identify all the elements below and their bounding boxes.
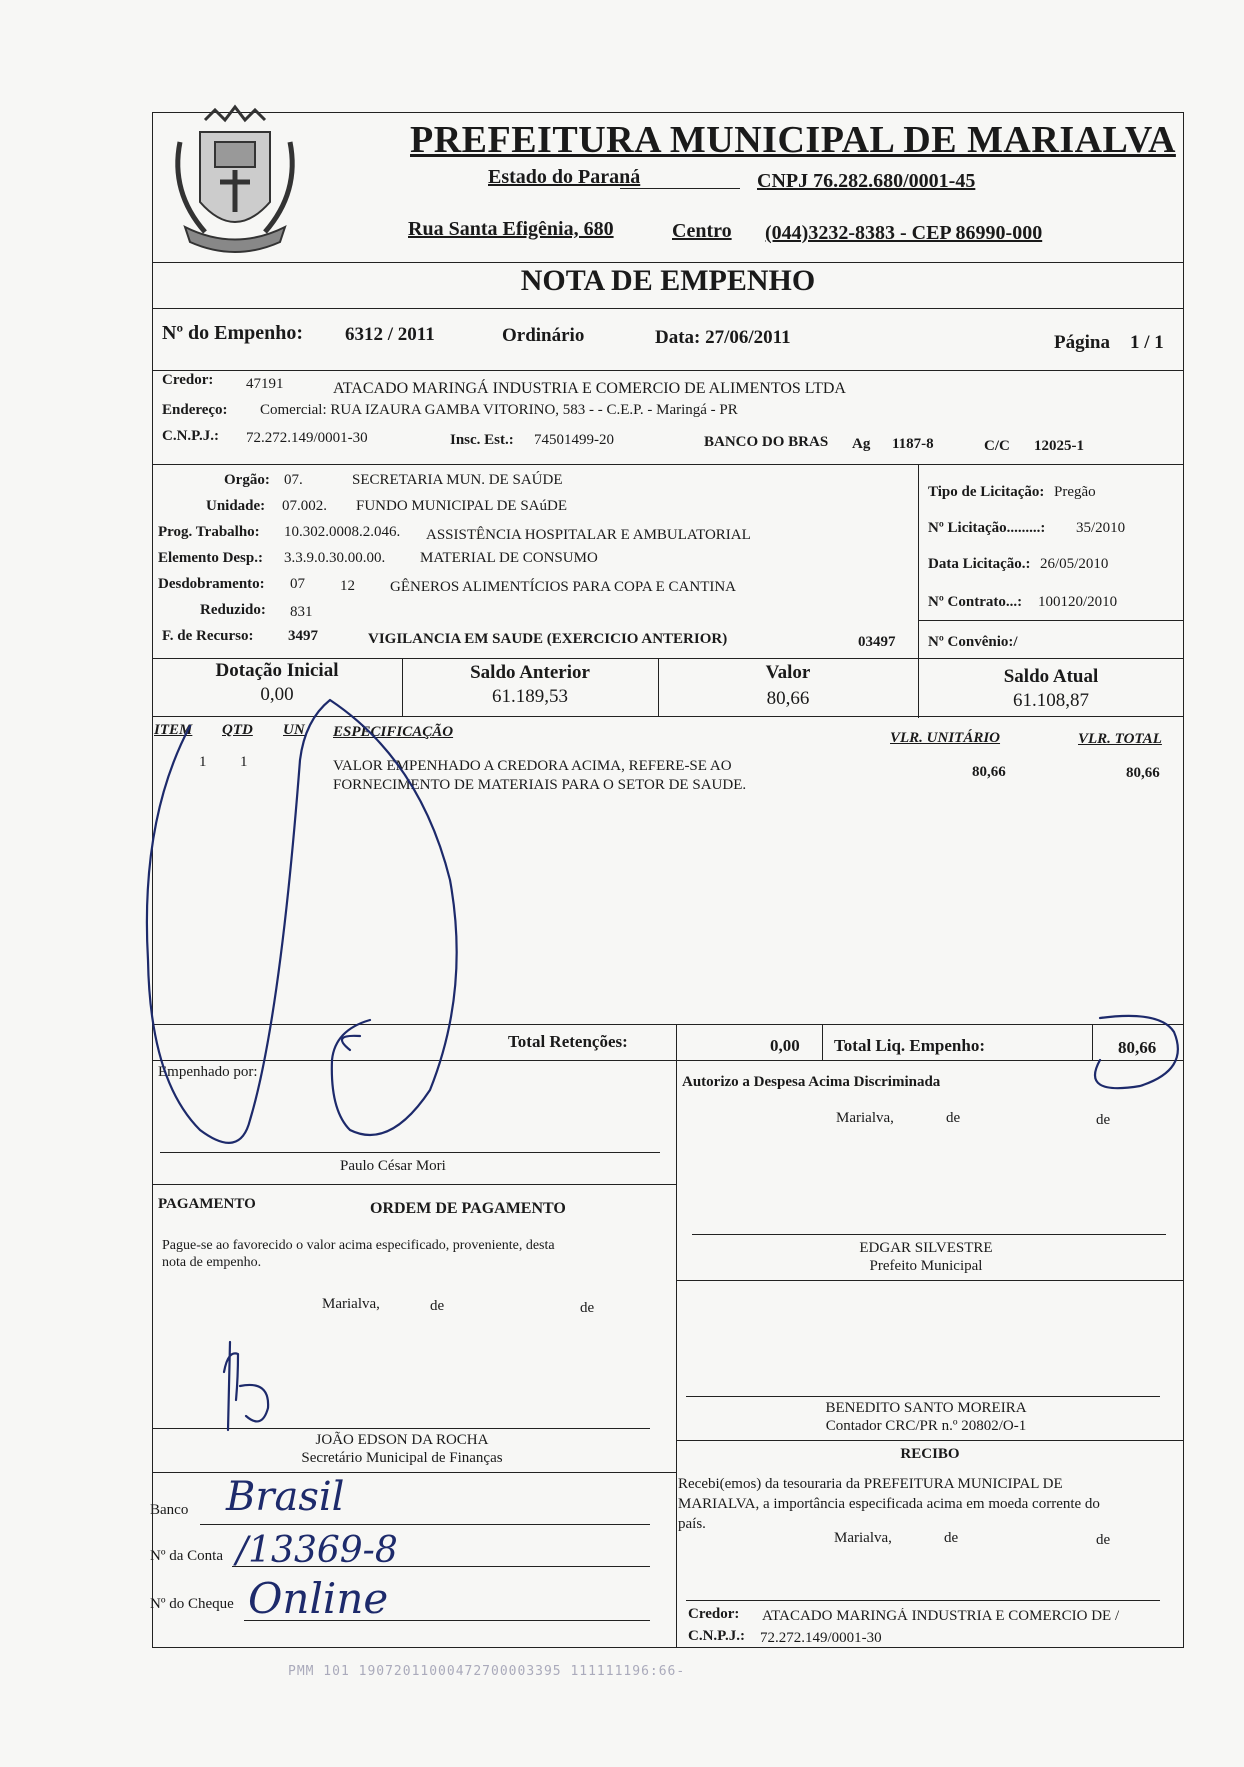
divider	[152, 370, 1184, 371]
prog-code: 10.302.0008.2.046.	[284, 524, 401, 540]
account-label: C/C	[984, 438, 1010, 454]
dotacao-label: Dotação Inicial	[215, 660, 339, 681]
desdobramento-a: 07	[290, 576, 305, 592]
pagamento-city: Marialva,	[322, 1296, 380, 1312]
recibo-de-1: de	[944, 1530, 959, 1546]
account-value: 12025-1	[1034, 438, 1084, 454]
item-unit-value: 80,66	[972, 764, 1006, 780]
document-title: NOTA DE EMPENHO	[520, 264, 816, 297]
orgao-name: SECRETARIA MUN. DE SAÚDE	[352, 472, 563, 488]
address-label: Endereço:	[162, 402, 228, 418]
divider	[152, 1184, 676, 1185]
prog-name: ASSISTÊNCIA HOSPITALAR E AMBULATORIAL	[426, 527, 751, 543]
fonte-code: 3497	[288, 628, 318, 644]
prefeito-title: Prefeito Municipal	[869, 1258, 983, 1274]
agency-value: 1187-8	[892, 436, 934, 452]
credor-cnpj: 72.272.149/0001-30	[246, 430, 368, 446]
col-vlr-total: VLR. TOTAL	[1078, 731, 1162, 747]
col-un: UN	[283, 722, 305, 738]
liq-empenho-label: Total Liq. Empenho:	[834, 1036, 985, 1055]
reduzido-label: Reduzido:	[200, 602, 266, 618]
page-title: PREFEITURA MUNICIPAL DE MARIALVA	[410, 119, 1176, 161]
elemento-label: Elemento Desp.:	[158, 550, 263, 566]
recibo-credor-name: ATACADO MARINGÁ INDUSTRIA E COMERCIO DE /	[762, 1608, 1120, 1624]
orgao-code: 07.	[284, 472, 303, 488]
recibo-text-2: MARIALVA, a importância especificada acima em moeda corrente do	[678, 1496, 1100, 1512]
insc-value: 74501499-20	[534, 432, 614, 448]
divider	[918, 620, 1184, 621]
empenho-date: Data: 27/06/2011	[655, 327, 791, 348]
autorizo-city: Marialva,	[836, 1110, 894, 1126]
header-district: Centro	[672, 220, 732, 242]
pagamento-text-1: Pague-se ao favorecido o valor acima especificado, proveniente, desta	[162, 1238, 555, 1253]
item-total-value: 80,66	[1126, 765, 1160, 781]
saldo-anterior-label: Saldo Anterior	[470, 662, 590, 683]
divider	[152, 716, 1184, 717]
signature-line	[152, 1428, 650, 1429]
saldo-atual-label: Saldo Atual	[1003, 666, 1099, 687]
fonte-name: VIGILANCIA EM SAUDE (EXERCICIO ANTERIOR)	[368, 631, 728, 647]
fonte-label: F. de Recurso:	[162, 628, 254, 644]
divider	[152, 1060, 1184, 1061]
tipo-licitacao-value: Pregão	[1054, 484, 1096, 500]
valor-label: Valor	[765, 662, 811, 683]
contador-name: BENEDITO SANTO MOREIRA	[825, 1400, 1027, 1416]
pagamento-de-1: de	[430, 1298, 445, 1314]
conta-handwritten: /13369-8	[236, 1530, 398, 1571]
empenho-number: 6312 / 2011	[345, 324, 435, 345]
autorizo-label: Autorizo a Despesa Acima Discriminada	[682, 1074, 941, 1090]
divider	[676, 1280, 1184, 1281]
divider	[152, 464, 1184, 465]
retencoes-value: 0,00	[770, 1036, 800, 1055]
empenhado-name: Paulo César Mori	[340, 1158, 446, 1174]
header-underline	[620, 188, 740, 189]
licitacao-number: 35/2010	[1076, 520, 1126, 536]
recibo-cnpj: 72.272.149/0001-30	[760, 1630, 882, 1646]
insc-label: Insc. Est.:	[450, 432, 514, 448]
signature-line	[686, 1396, 1160, 1397]
contador-title: Contador CRC/PR n.º 20802/O-1	[825, 1418, 1027, 1434]
cnpj-label: C.N.P.J.:	[162, 428, 219, 444]
credor-code: 47191	[246, 376, 284, 392]
pagamento-text-2: nota de empenho.	[162, 1255, 262, 1270]
header-phone-cep: (044)3232-8383 - CEP 86990-000	[765, 222, 1043, 244]
divider	[676, 1060, 677, 1648]
empenho-type: Ordinário	[502, 325, 585, 346]
saldo-anterior-value: 61.189,53	[492, 686, 568, 707]
secretario-title: Secretário Municipal de Finanças	[301, 1450, 503, 1466]
item-qtd: 1	[240, 754, 248, 770]
prefeito-name: EDGAR SILVESTRE	[859, 1240, 993, 1256]
unidade-code: 07.002.	[282, 498, 327, 514]
signature-line	[692, 1234, 1166, 1235]
agency-label: Ag	[852, 436, 871, 452]
col-qtd: QTD	[222, 722, 253, 738]
recibo-de-2: de	[1096, 1532, 1111, 1548]
item-desc-line-2: FORNECIMENTO DE MATERIAIS PARA O SETOR DE SAUDE.	[333, 777, 747, 793]
recibo-text-1: Recebi(emos) da tesouraria da PREFEITURA MUNICIPAL DE	[678, 1476, 1063, 1492]
header-address: Rua Santa Efigênia, 680	[408, 218, 614, 240]
tipo-licitacao-label: Tipo de Licitação:	[928, 484, 1045, 500]
pagamento-label: PAGAMENTO	[158, 1196, 256, 1212]
recibo-credor-label: Credor:	[688, 1606, 740, 1622]
fonte-code-2: 03497	[858, 634, 896, 650]
cheque-label: Nº do Cheque	[150, 1596, 234, 1612]
field-line	[200, 1524, 650, 1525]
empenhado-label: Empenhado por:	[158, 1064, 258, 1080]
pagamento-de-2: de	[580, 1300, 595, 1316]
unidade-name: FUNDO MUNICIPAL DE SAúDE	[356, 498, 567, 514]
page-number: 1 / 1	[1130, 332, 1164, 353]
credor-label: Credor:	[162, 372, 214, 388]
empenho-label: Nº do Empenho:	[162, 322, 304, 344]
recibo-city: Marialva,	[834, 1530, 892, 1546]
divider	[676, 1440, 1184, 1441]
banco-handwritten: Brasil	[226, 1474, 345, 1520]
licitacao-date-label: Data Licitação.:	[928, 556, 1031, 572]
recibo-text-3: país.	[678, 1516, 706, 1532]
desdobramento-b: 12	[340, 578, 355, 594]
ordem-label: ORDEM DE PAGAMENTO	[370, 1200, 566, 1217]
divider	[1092, 1024, 1093, 1060]
item-desc-line-1: VALOR EMPENHADO A CREDORA ACIMA, REFERE-SE AO	[333, 758, 732, 774]
contrato-label: Nº Contrato...:	[928, 594, 1023, 610]
cheque-handwritten: Online	[248, 1574, 389, 1623]
col-vlr-unitario: VLR. UNITÁRIO	[890, 730, 1001, 746]
autorizo-de-2: de	[1096, 1112, 1111, 1128]
autorizo-de-1: de	[946, 1110, 961, 1126]
divider	[152, 262, 1184, 263]
dotacao-value: 0,00	[260, 684, 294, 705]
contrato-value: 100120/2010	[1038, 594, 1118, 610]
state-name: Estado do Paraná	[488, 166, 641, 188]
header-cnpj: CNPJ 76.282.680/0001-45	[757, 170, 976, 192]
banco-label: Banco	[150, 1502, 189, 1518]
prog-label: Prog. Trabalho:	[158, 524, 260, 540]
liq-empenho-value: 80,66	[1118, 1038, 1157, 1057]
signature-line	[160, 1152, 660, 1153]
divider	[152, 308, 1184, 309]
bank-name: BANCO DO BRAS	[704, 434, 829, 450]
col-especificacao: ESPECIFICAÇÃO	[333, 724, 454, 740]
conta-label: Nº da Conta	[150, 1548, 223, 1564]
retencoes-label: Total Retenções:	[508, 1032, 628, 1051]
divider	[918, 464, 919, 658]
divider	[152, 658, 1184, 659]
elemento-code: 3.3.9.0.30.00.00.	[284, 550, 386, 566]
credor-address: Comercial: RUA IZAURA GAMBA VITORINO, 583 - - C.E.P. - Maringá - PR	[260, 402, 738, 418]
licitacao-date: 26/05/2010	[1040, 556, 1109, 572]
coat-of-arms-icon	[160, 102, 310, 262]
valor-value: 80,66	[766, 688, 810, 709]
divider	[676, 1024, 677, 1060]
signature-line	[686, 1600, 1160, 1601]
recibo-label: RECIBO	[900, 1446, 960, 1462]
page-label: Página	[1054, 332, 1110, 353]
secretario-name: JOÃO EDSON DA ROCHA	[315, 1432, 489, 1448]
divider	[152, 1472, 676, 1473]
orgao-label: Orgão:	[224, 472, 270, 488]
saldo-atual-value: 61.108,87	[1013, 690, 1089, 711]
reduzido-value: 831	[290, 604, 313, 620]
desdobramento-label: Desdobramento:	[158, 576, 265, 592]
elemento-name: MATERIAL DE CONSUMO	[420, 550, 598, 566]
item-number: 1	[199, 754, 207, 770]
licitacao-number-label: Nº Licitação.........:	[928, 520, 1046, 536]
convenio-label: Nº Convênio:/	[928, 634, 1018, 650]
footer-code: PMM 101 19072011000472700003395 111111196:66-	[288, 1664, 686, 1679]
desdobramento-name: GÊNEROS ALIMENTÍCIOS PARA COPA E CANTINA	[390, 579, 737, 595]
credor-name: ATACADO MARINGÁ INDUSTRIA E COMERCIO DE ALIMENTOS LTDA	[333, 380, 846, 397]
divider	[152, 1024, 1184, 1025]
unidade-label: Unidade:	[206, 498, 266, 514]
recibo-cnpj-label: C.N.P.J.:	[688, 1628, 745, 1644]
divider	[822, 1024, 823, 1060]
col-item: ITEM	[154, 722, 193, 738]
